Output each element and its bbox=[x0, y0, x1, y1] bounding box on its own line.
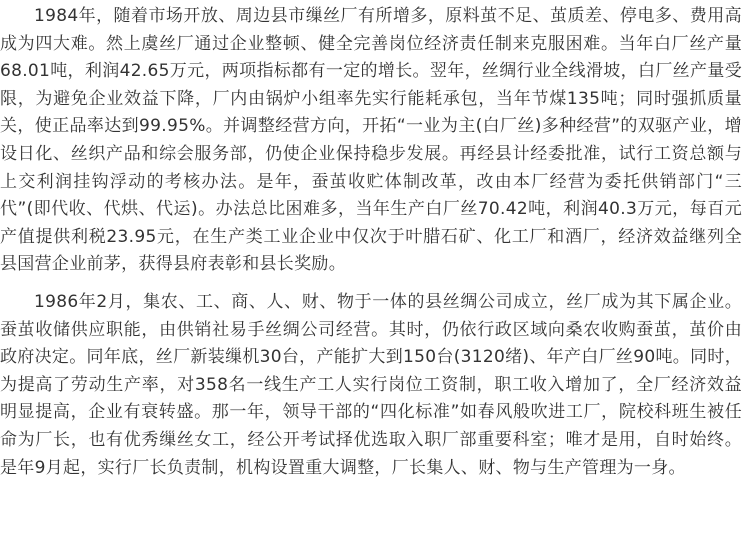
paragraph-1984: 1984年，随着市场开放、周边县市缫丝厂有所增多，原料茧不足、茧质差、停电多、费用高成为四大难。然上虞丝厂通过企业整顿、健全完善岗位经济责任制来克服困难。当年白厂丝产量68.01吨，利润42.65万元，两项指标都有一定的增长。翌年，丝绸行业全线滑坡，白厂丝产量受限，为避免企业效益下降，厂内由锅炉小组率先实行能耗承包，当年节煤135吨；同时强抓质量关，使正品率达到99.95%。并调整经营方向，开拓“一业为主(白厂丝)多种经营”的双驱产业，增设日化、丝织产品和综会服务部，仍使企业保持稳步发展。再经县计经委批准，试行工资总额与上交利润挂钩浮动的考核办法。是年，蚕茧收贮体制改革，改由本厂经营为委托供销部门“三代”(即代收、代烘、代运)。办法总比困难多，当年生产白厂丝70.42吨，利润40.3万元，每百元产值提供利税23.95元，在生产类工业企业中仅次于叶腊石矿、化工厂和酒厂，经济效益继列全县国营企业前茅，获得县府表彰和县长奖励。 bbox=[0, 6, 742, 275]
paragraph-1986: 1986年2月，集农、工、商、人、财、物于一体的县丝绸公司成立，丝厂成为其下属企业。蚕茧收储供应职能，由供销社易手丝绸公司经营。其时，仍依行政区域向桑农收购蚕茧，茧价由政府决定。同年底，丝厂新装缫机30台，产能扩大到150台(3120绪)、年产白厂丝90吨。同时，为提高了劳动生产率，对358名一线生产工人实行岗位工资制，职工收入增加了，全厂经济效益明显提高，企业有衰转盛。那一年，领导干部的“四化标准”如春风般吹进工厂，院校科班生被任命为厂长，也有优秀缫丝女工，经公开考试择优选取入职厂部重要科室；唯才是用，自时始终。是年9月起，实行厂长负责制，机构设置重大调整，厂长集人、财、物与生产管理为一身。 bbox=[0, 291, 742, 478]
